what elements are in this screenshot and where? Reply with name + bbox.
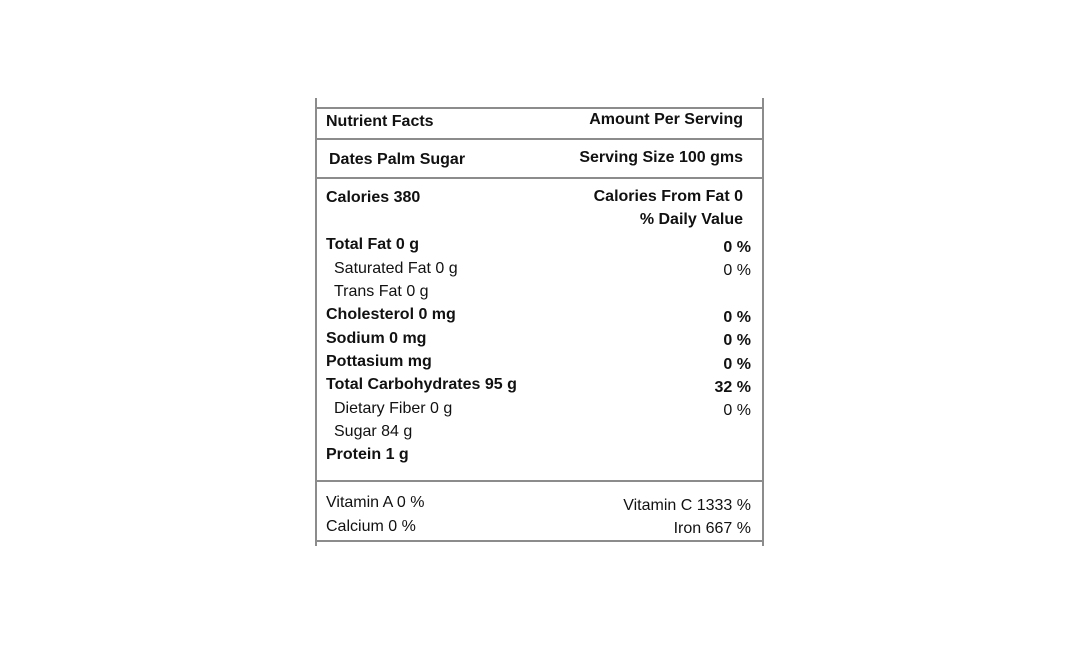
nutrient-dv-sodium: 0 % bbox=[723, 332, 751, 349]
nutrient-label-trans-fat: Trans Fat 0 g bbox=[334, 283, 429, 300]
calories: Calories 380 bbox=[326, 189, 421, 206]
iron: Iron 667 % bbox=[673, 520, 751, 537]
label-title: Nutrient Facts bbox=[326, 113, 434, 130]
nutrient-label-protein: Protein 1 g bbox=[326, 446, 409, 463]
vitamin-c: Vitamin C 1333 % bbox=[623, 497, 751, 514]
divider-header bbox=[317, 138, 762, 140]
nutrient-dv-cholesterol: 0 % bbox=[723, 309, 751, 326]
divider-vitamins bbox=[317, 480, 762, 482]
nutrient-dv-dietary-fiber: 0 % bbox=[723, 402, 751, 419]
nutrient-label-dietary-fiber: Dietary Fiber 0 g bbox=[334, 400, 453, 417]
nutrient-label-total-fat: Total Fat 0 g bbox=[326, 236, 420, 253]
nutrient-dv-potassium: 0 % bbox=[723, 356, 751, 373]
nutrient-label-total-carbohydrates: Total Carbohydrates 95 g bbox=[326, 376, 517, 393]
nutrient-label-saturated-fat: Saturated Fat 0 g bbox=[334, 260, 458, 277]
nutrient-dv-total-carbohydrates: 32 % bbox=[714, 379, 751, 396]
nutrition-facts-label bbox=[315, 98, 764, 546]
vitamin-a: Vitamin A 0 % bbox=[326, 494, 425, 511]
daily-value-header: % Daily Value bbox=[639, 211, 743, 228]
product-name: Dates Palm Sugar bbox=[329, 151, 466, 168]
nutrient-label-potassium: Pottasium mg bbox=[326, 353, 432, 370]
nutrient-dv-saturated-fat: 0 % bbox=[723, 262, 751, 279]
divider-bottom bbox=[317, 540, 762, 542]
calcium: Calcium 0 % bbox=[326, 518, 416, 535]
calories-from-fat: Calories From Fat 0 bbox=[593, 188, 743, 205]
divider-serving bbox=[317, 177, 762, 179]
amount-per-serving: Amount Per Serving bbox=[589, 111, 743, 128]
nutrient-dv-total-fat: 0 % bbox=[723, 239, 751, 256]
divider-top bbox=[317, 107, 762, 109]
serving-size: Serving Size 100 gms bbox=[579, 149, 743, 166]
nutrient-label-cholesterol: Cholesterol 0 mg bbox=[326, 306, 456, 323]
nutrient-label-sodium: Sodium 0 mg bbox=[326, 330, 427, 347]
nutrient-label-sugar: Sugar 84 g bbox=[334, 423, 413, 440]
